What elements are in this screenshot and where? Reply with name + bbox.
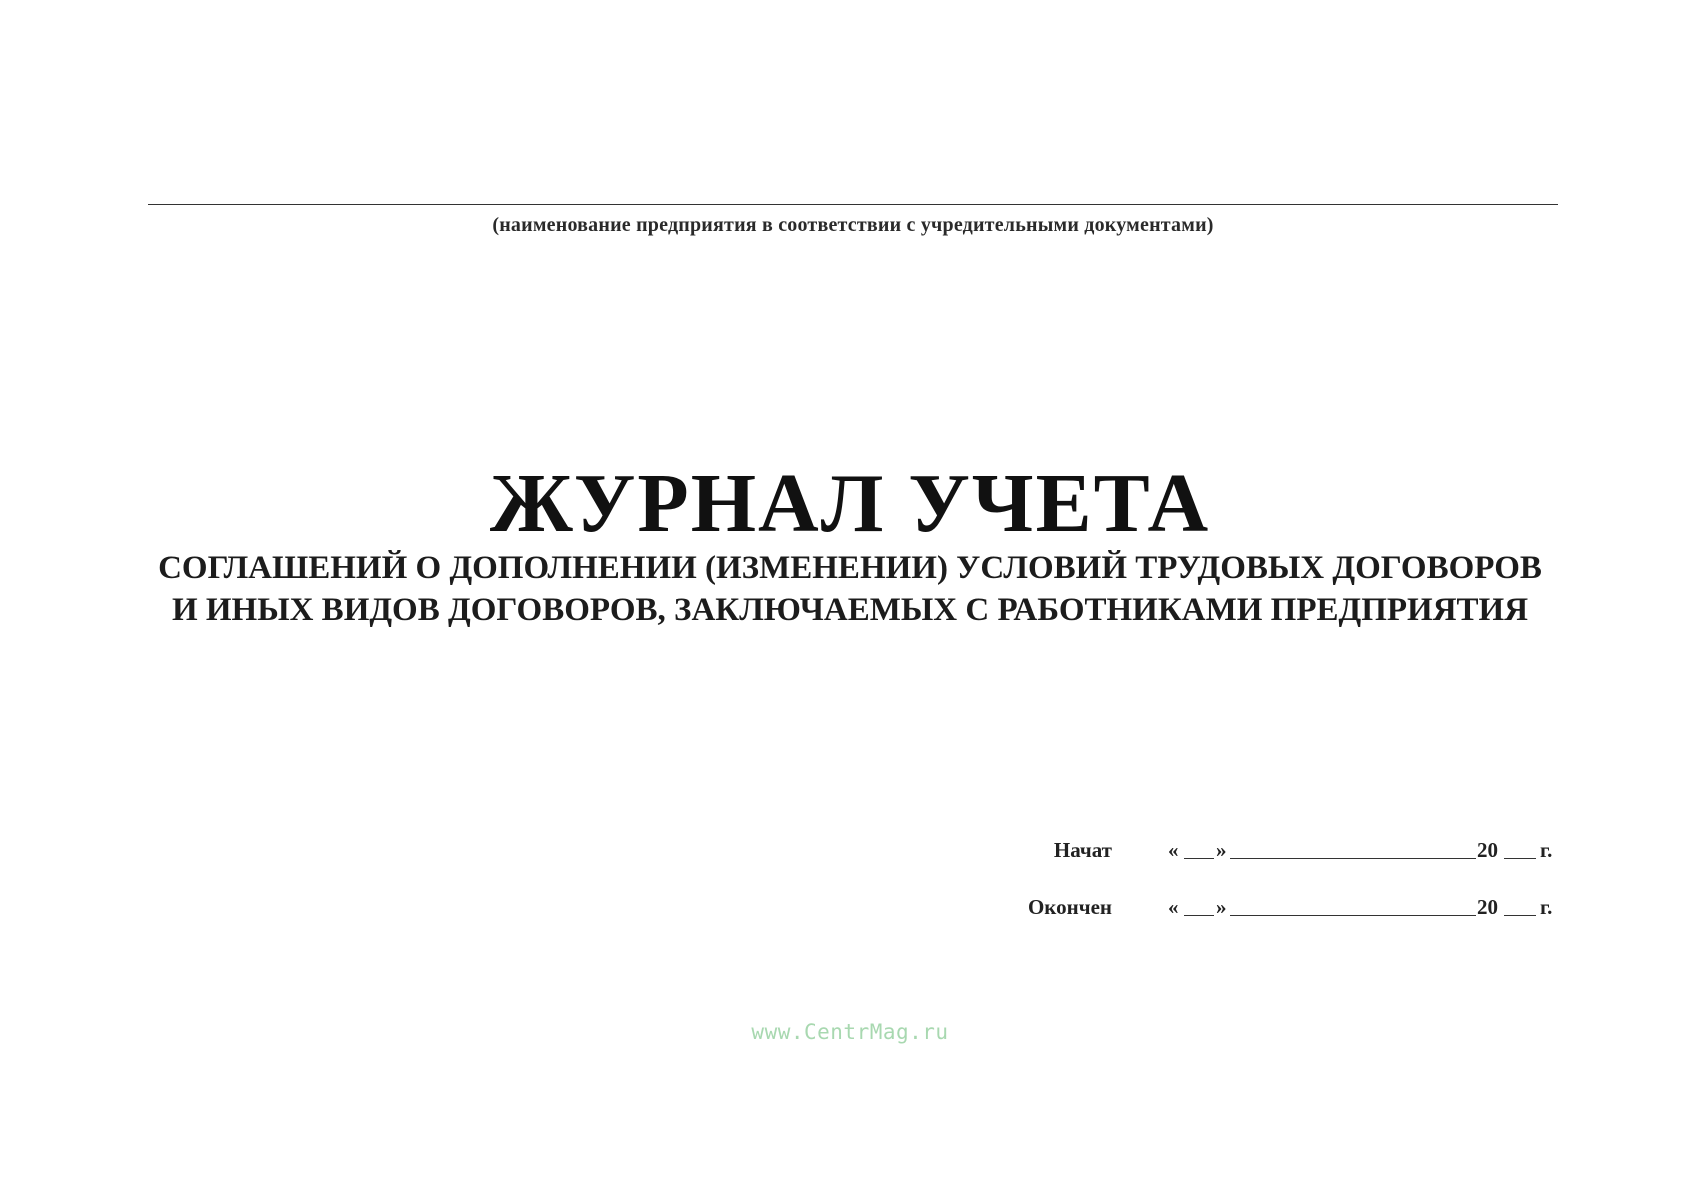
watermark: www.CentrMag.ru [751,1020,949,1044]
started-date-row [1053,838,1560,868]
ended-year-blank[interactable] [1504,915,1536,916]
started-year-blank[interactable] [1504,858,1536,859]
quote-open: « [1168,895,1179,919]
century-prefix: 20 [1477,895,1498,919]
started-label: Начат [1053,838,1112,862]
journal-subtitle-line-1: СОГЛАШЕНИЙ О ДОПОЛНЕНИИ (ИЗМЕНЕНИИ) УСЛОВИЙ ТРУДОВЫХ ДОГОВОРОВ [158,550,1542,586]
organization-caption: (наименование предприятия в соответствии с учредительными документами) [492,214,1214,236]
quote-close: » [1216,895,1227,919]
quote-open: « [1168,838,1179,862]
ended-label: Окончен [1027,895,1112,919]
journal-title: ЖУРНАЛ УЧЕТА [489,457,1211,550]
journal-subtitle-line-2: И ИНЫХ ВИДОВ ДОГОВОРОВ, ЗАКЛЮЧАЕМЫХ С РАБОТНИКАМИ ПРЕДПРИЯТИЯ [171,592,1529,628]
ended-date-row [1027,895,1560,925]
year-suffix: г. [1540,895,1553,919]
year-suffix: г. [1540,838,1553,862]
started-month-blank[interactable] [1230,858,1476,859]
started-day-blank[interactable] [1184,858,1214,859]
ended-day-blank[interactable] [1184,915,1214,916]
quote-close: » [1216,838,1227,862]
century-prefix: 20 [1477,838,1498,862]
organization-name-line [148,204,1558,205]
ended-month-blank[interactable] [1230,915,1476,916]
